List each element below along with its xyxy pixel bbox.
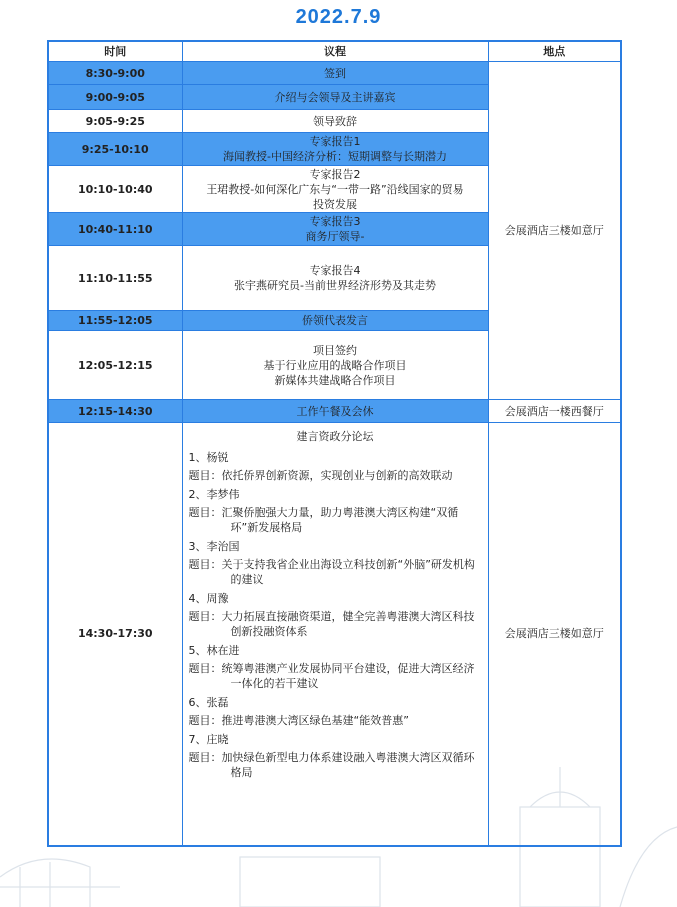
agenda-cell [182,110,488,133]
time-cell: 9:25-10:10 [48,133,182,166]
agenda-cell [182,246,488,311]
agenda-cell [182,166,488,213]
speaker-topic: 题目：依托侨界创新资源，实现创业与创新的高效联动 [188,469,453,482]
speaker-name: 5、林在进 [188,644,240,657]
time-cell: 11:10-11:55 [48,246,182,311]
agenda-table [47,40,622,847]
speaker-topic: 题目：推进粤港澳大湾区绿色基建“能效普惠” [188,714,409,727]
agenda-line: 侨领代表发言 [302,314,368,327]
header-agenda: 议程 [182,41,488,62]
time-cell: 9:00-9:05 [48,85,182,110]
table-row [48,62,621,85]
agenda-line: 王珺教授-如何深化广东与“一带一路”沿线国家的贸易 [206,182,464,196]
agenda-cell [182,133,488,166]
speaker-name: 1、杨锐 [188,451,229,464]
agenda-line: 工作午餐及会休 [296,404,374,418]
agenda-line: 新媒体共建战略合作项目 [274,373,396,387]
agenda-cell [182,311,488,331]
time-cell: 12:15-14:30 [48,400,182,423]
forum-row [48,423,621,846]
agenda-line: 专家报告2 [309,167,361,181]
location-cell: 会展酒店三楼如意厅 [488,62,621,400]
speaker-topic: 题目：加快绿色新型电力体系建设融入粤港澳大湾区双循环格局 [188,751,475,779]
agenda-line: 张宇燕研究员-当前世界经济形势及其走势 [234,279,436,292]
agenda-line: 专家报告4 [309,264,361,277]
agenda-cell [182,331,488,400]
date-title: 2022.7.9 [295,6,382,28]
time-cell: 10:10-10:40 [48,166,182,213]
speaker-topic: 题目：统筹粤港澳产业发展协同平台建设，促进大湾区经济一体化的若干建议 [188,662,475,690]
speaker-name: 6、张磊 [188,696,229,709]
time-cell: 11:55-12:05 [48,311,182,331]
location-cell: 会展酒店一楼西餐厅 [488,400,621,423]
forum-heading: 建言资政分论坛 [296,430,374,443]
speaker-name: 7、庄晓 [188,733,229,746]
speaker-name: 4、周豫 [188,592,229,605]
speaker-topic: 题目：汇聚侨胞强大力量，助力粤港澳大湾区构建“双循环”新发展格局 [188,506,459,534]
header-row [48,41,621,62]
time-cell: 14:30-17:30 [48,423,182,846]
time-cell: 8:30-9:00 [48,62,182,85]
agenda-cell [182,400,488,423]
agenda-line: 项目签约 [313,343,357,357]
time-cell: 9:05-9:25 [48,110,182,133]
agenda-line: 海闻教授-中国经济分析：短期调整与长期潜力 [223,150,447,163]
speaker-topic: 题目：关于支持我省企业出海设立科技创新“外脑”研发机构的建议 [188,558,475,586]
agenda-line: 介绍与会领导及主讲嘉宾 [274,90,396,104]
speaker-name: 3、李治国 [188,540,240,553]
header-location: 地点 [488,41,621,62]
agenda-line: 专家报告3 [309,215,361,228]
agenda-cell [182,85,488,110]
agenda-cell [182,213,488,246]
time-cell: 12:05-12:15 [48,331,182,400]
agenda-line: 投资发展 [313,197,357,211]
agenda-line: 签到 [324,66,346,80]
forum-cell [182,423,488,846]
agenda-line: 专家报告1 [309,135,361,148]
speaker-topic: 题目：大力拓展直接融资渠道，健全完善粤港澳大湾区科技创新投融资体系 [188,610,475,638]
agenda-line: 商务厅领导- [305,230,365,243]
table-row [48,400,621,423]
agenda-line: 基于行业应用的战略合作项目 [263,358,407,372]
location-cell: 会展酒店三楼如意厅 [488,423,621,846]
header-time: 时间 [48,41,182,62]
agenda-line: 领导致辞 [313,114,357,128]
speaker-name: 2、李梦伟 [188,488,240,501]
agenda-cell [182,62,488,85]
time-cell: 10:40-11:10 [48,213,182,246]
